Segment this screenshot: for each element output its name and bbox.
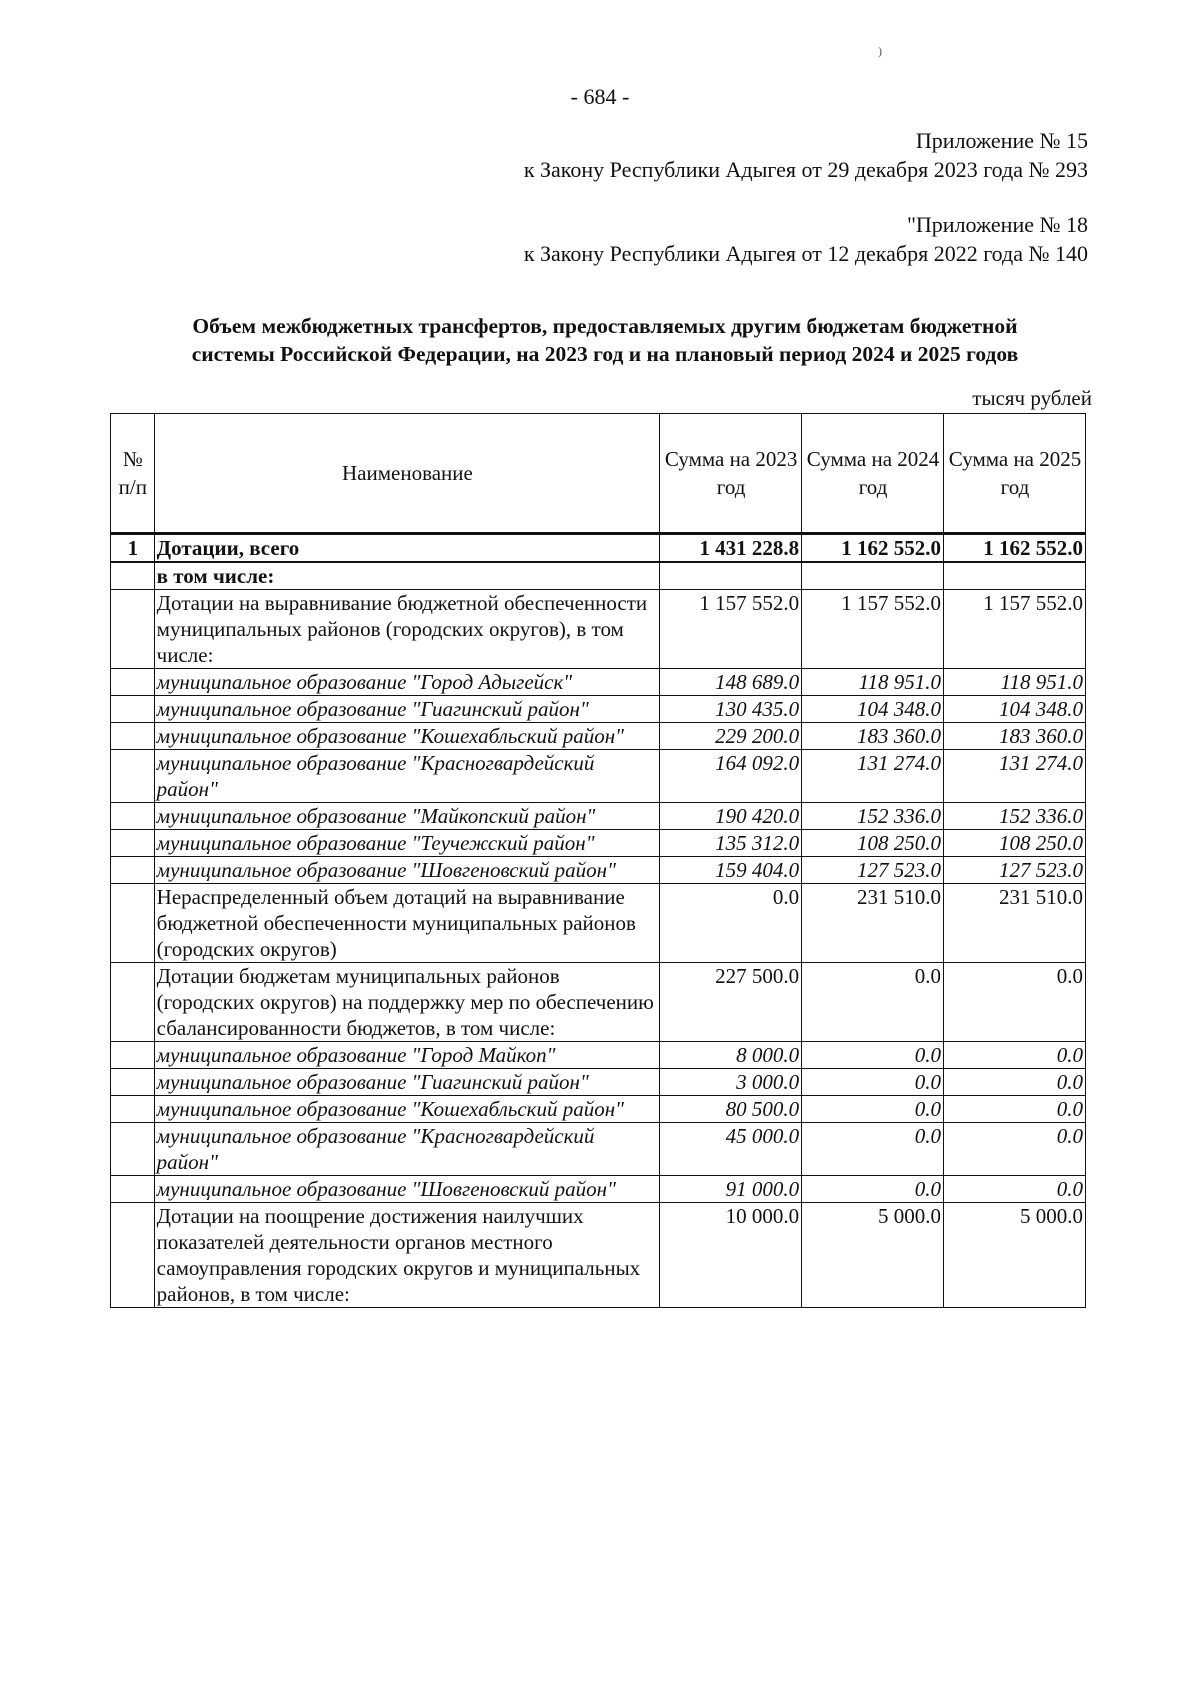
row-2024: 152 336.0 — [802, 803, 944, 830]
row-idx — [111, 884, 155, 963]
row-idx — [111, 803, 155, 830]
row-2023: 130 435.0 — [660, 696, 802, 723]
row-2025: 1 157 552.0 — [944, 590, 1086, 669]
table-header-row — [111, 414, 1086, 534]
row-idx — [111, 590, 155, 669]
stray-mark: ) — [878, 44, 882, 58]
row-idx — [111, 1203, 155, 1308]
row-name: муниципальное образование "Теучежский район" — [154, 830, 660, 857]
table-row — [111, 590, 1086, 669]
appendix-current-line1: Приложение № 15 — [915, 128, 1088, 153]
row-2024: 1 162 552.0 — [802, 534, 944, 563]
row-idx — [111, 669, 155, 696]
row-2023: 229 200.0 — [660, 723, 802, 750]
row-name: Дотации, всего — [154, 534, 660, 563]
row-name: муниципальное образование "Кошехабльский район" — [154, 723, 660, 750]
row-2023: 8 000.0 — [660, 1042, 802, 1069]
row-name: муниципальное образование "Шовгеновский район" — [154, 857, 660, 884]
row-2024: 0.0 — [802, 1176, 944, 1203]
table-row — [111, 723, 1086, 750]
table-row — [111, 963, 1086, 1042]
row-2023: 10 000.0 — [660, 1203, 802, 1308]
row-2025: 0.0 — [944, 1176, 1086, 1203]
row-name: муниципальное образование "Майкопский район" — [154, 803, 660, 830]
row-2024: 127 523.0 — [802, 857, 944, 884]
row-2025: 131 274.0 — [944, 750, 1086, 803]
row-name: Дотации на поощрение достижения наилучших показателей деятельности органов местного самоуправления городских округов и муниципальных районов, в том числе: — [154, 1203, 660, 1308]
row-2024: 131 274.0 — [802, 750, 944, 803]
row-2024: 5 000.0 — [802, 1203, 944, 1308]
row-name: муниципальное образование "Шовгеновский район" — [154, 1176, 660, 1203]
row-idx — [111, 750, 155, 803]
table-row — [111, 562, 1086, 590]
row-2023: 1 431 228.8 — [660, 534, 802, 563]
row-2025 — [944, 562, 1086, 590]
row-2025: 152 336.0 — [944, 803, 1086, 830]
row-name: муниципальное образование "Кошехабльский район" — [154, 1096, 660, 1123]
row-idx — [111, 1042, 155, 1069]
document-title — [110, 312, 1100, 368]
table-row — [111, 1176, 1086, 1203]
row-2024: 0.0 — [802, 1123, 944, 1176]
row-idx — [111, 562, 155, 590]
row-2024: 104 348.0 — [802, 696, 944, 723]
row-2023: 135 312.0 — [660, 830, 802, 857]
row-2025: 0.0 — [944, 1042, 1086, 1069]
row-2023 — [660, 562, 802, 590]
row-name: муниципальное образование "Красногвардейский район" — [154, 1123, 660, 1176]
row-2024: 0.0 — [802, 1096, 944, 1123]
row-2025: 0.0 — [944, 1123, 1086, 1176]
row-2023: 3 000.0 — [660, 1069, 802, 1096]
row-2025: 183 360.0 — [944, 723, 1086, 750]
row-2025: 118 951.0 — [944, 669, 1086, 696]
row-idx: 1 — [111, 534, 155, 563]
appendix-current — [524, 126, 1088, 184]
table-row — [111, 830, 1086, 857]
row-2024: 0.0 — [802, 1042, 944, 1069]
col-header-2025: Сумма на 2025 год — [944, 414, 1086, 534]
table-row — [111, 1069, 1086, 1096]
document-title-line1: Объем межбюджетных трансфертов, предоставляемых другим бюджетам бюджетной — [192, 314, 1018, 338]
row-idx — [111, 723, 155, 750]
row-2025: 0.0 — [944, 1096, 1086, 1123]
appendix-original — [524, 210, 1088, 268]
appendix-original-line2: к Закону Республики Адыгея от 12 декабря 2022 года № 140 — [523, 241, 1088, 266]
table-row — [111, 1203, 1086, 1308]
row-2023: 190 420.0 — [660, 803, 802, 830]
row-2025: 127 523.0 — [944, 857, 1086, 884]
row-idx — [111, 830, 155, 857]
row-2023: 227 500.0 — [660, 963, 802, 1042]
row-2024: 231 510.0 — [802, 884, 944, 963]
document-title-line2: системы Российской Федерации, на 2023 год и на плановый период 2024 и 2025 годов — [191, 342, 1019, 366]
row-name: муниципальное образование "Город Адыгейск" — [154, 669, 660, 696]
row-2023: 91 000.0 — [660, 1176, 802, 1203]
row-name: Дотации бюджетам муниципальных районов (городских округов) на поддержку мер по обеспечению сбалансированности бюджетов, в том числе: — [154, 963, 660, 1042]
row-2023: 0.0 — [660, 884, 802, 963]
col-header-idx: № п/п — [111, 414, 155, 534]
row-idx — [111, 1123, 155, 1176]
row-name: Дотации на выравнивание бюджетной обеспеченности муниципальных районов (городских округов), в том числе: — [154, 590, 660, 669]
row-idx — [111, 857, 155, 884]
row-2024: 118 951.0 — [802, 669, 944, 696]
table-row — [111, 696, 1086, 723]
table-row — [111, 750, 1086, 803]
row-2025: 0.0 — [944, 963, 1086, 1042]
row-2023: 80 500.0 — [660, 1096, 802, 1123]
row-idx — [111, 963, 155, 1042]
row-2025: 1 162 552.0 — [944, 534, 1086, 563]
table-row — [111, 1042, 1086, 1069]
row-name: в том числе: — [154, 562, 660, 590]
row-2025: 104 348.0 — [944, 696, 1086, 723]
col-header-2023: Сумма на 2023 год — [660, 414, 802, 534]
row-idx — [111, 1176, 155, 1203]
row-name: муниципальное образование "Гиагинский район" — [154, 1069, 660, 1096]
row-idx — [111, 696, 155, 723]
table-row — [111, 884, 1086, 963]
table-row — [111, 534, 1086, 563]
row-2023: 164 092.0 — [660, 750, 802, 803]
table-row — [111, 669, 1086, 696]
table-row — [111, 803, 1086, 830]
row-idx — [111, 1069, 155, 1096]
row-2024: 183 360.0 — [802, 723, 944, 750]
appendix-current-line2: к Закону Республики Адыгея от 29 декабря 2023 года № 293 — [523, 157, 1088, 182]
table-row — [111, 1096, 1086, 1123]
row-2023: 159 404.0 — [660, 857, 802, 884]
row-2024: 108 250.0 — [802, 830, 944, 857]
col-header-name: Наименование — [154, 414, 660, 534]
transfers-table — [110, 413, 1086, 1308]
row-2025: 108 250.0 — [944, 830, 1086, 857]
row-2024: 0.0 — [802, 1069, 944, 1096]
page-number: - 684 - — [570, 84, 630, 109]
row-name: муниципальное образование "Город Майкоп" — [154, 1042, 660, 1069]
row-2024 — [802, 562, 944, 590]
row-idx — [111, 1096, 155, 1123]
row-name: Нераспределенный объем дотаций на выравнивание бюджетной обеспеченности муниципальных районов (городских округов) — [154, 884, 660, 963]
table-row — [111, 1123, 1086, 1176]
row-2025: 231 510.0 — [944, 884, 1086, 963]
table-row — [111, 857, 1086, 884]
col-header-2024: Сумма на 2024 год — [802, 414, 944, 534]
row-2025: 0.0 — [944, 1069, 1086, 1096]
row-2025: 5 000.0 — [944, 1203, 1086, 1308]
row-2024: 0.0 — [802, 963, 944, 1042]
row-2023: 1 157 552.0 — [660, 590, 802, 669]
row-2023: 45 000.0 — [660, 1123, 802, 1176]
row-2023: 148 689.0 — [660, 669, 802, 696]
appendix-original-line1: "Приложение № 18 — [906, 212, 1088, 237]
units-label: тысяч рублей — [972, 386, 1092, 410]
row-name: муниципальное образование "Гиагинский район" — [154, 696, 660, 723]
row-name: муниципальное образование "Красногвардейский район" — [154, 750, 660, 803]
row-2024: 1 157 552.0 — [802, 590, 944, 669]
